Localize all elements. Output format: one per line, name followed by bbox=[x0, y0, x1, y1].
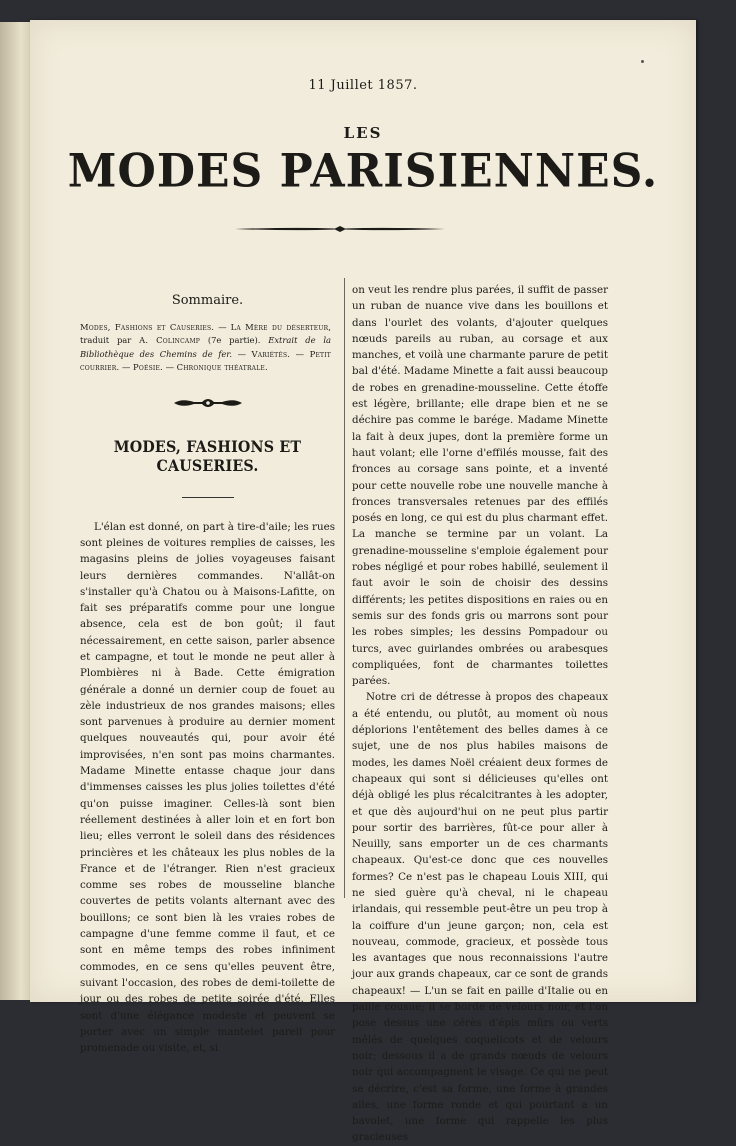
section-ornament bbox=[172, 397, 244, 409]
sommaire-separator: — bbox=[232, 348, 252, 359]
sommaire-source: Extrait de la Bibliothèque des Chemins de fer. bbox=[80, 335, 332, 359]
sommaire-entry: Petit courrier. bbox=[80, 348, 331, 373]
paper-speck bbox=[641, 60, 644, 63]
sommaire-text: , traduit par bbox=[80, 322, 331, 346]
paragraph: on veut les rendre plus parées, il suffit de passer un ruban de nuance vive dans les bouillons et dans l'ourlet des volants, d'ajouter quelques nœuds pareils au ruban, au corsage et aux manches, et voilà une charmante parure de petit bal d'été. Madame Minette a fait aussi beaucoup de robes en grenadine-mousseline. Cette étoffe est légère, brillante; elle drape bien et ne se déchire pas comme le barége. Madame Minette la fait à deux jupes, dont la première forme un haut volant; elle l'orne d'effilés mousse, fait des fronces au corsage sans pointe, et a inventé pour cette nouvelle robe une nouvelle manche à fronces transversales retenues par des effilés posés en long, ce qui est du plus charmant effet. La manche se termine par un volant. La grenadine-mousseline s'emploie également pour robes négligé et pour robes habillé, seulement il faut avoir le soin de choisir des dessins différents; les petites dispositions en raies ou en semis sur des fonds gris ou marrons sont pour les robes simples; les dessins Pompadour ou turcs, avec guirlandes ombrées ou arabesques compliquées, font de charmantes toilettes parées. bbox=[352, 284, 608, 688]
sommaire-text: (7e partie). bbox=[200, 335, 269, 346]
newspaper-page bbox=[30, 20, 696, 1144]
sommaire-contents bbox=[80, 321, 331, 375]
sommaire-entry: Poésie. bbox=[133, 362, 163, 373]
section-rule bbox=[182, 497, 234, 498]
sommaire-entry: La Mère du déserteur bbox=[230, 322, 329, 332]
sommaire-separator: — bbox=[119, 362, 134, 373]
paragraph: L'élan est donné, on part à tire-d'aile; les rues sont pleines de voitures remplies de caisses, les magasins pleins de jolies voyageuses faisant leurs dernières commandes. N'allât-on s'installer qu'à Chatou ou à Maisons-Lafitte, on fait ses préparatifs comme pour une longue absence, cela est de bon goût; il faut nécessairement, en cette saison, parler absence et campagne, et tout le monde ne peut aller à Plombières ni à Bade. Cette émigration générale a donné un dernier coup de fouet au zèle industrieux de nos grandes maisons; elles sont parvenues à produire au dernier moment quelques nouveautés qui, pour avoir été improvisées, n'en sont pas moins charmantes. Madame Minette entasse chaque jour dans d'immenses caisses les plus jolies toilettes d'été qu'on puisse imaginer. Celles-là sont bien réellement destinées à aller loin et en fort bon lieu; elles verront le soleil dans des résidences princières et les châteaux les plus nobles de la France et de l'étranger. Rien n'est gracieux comme ses robes de mousseline blanche couvertes de petits volants alternant avec des bouillons; ce sont bien là les vraies robes de campagne d'une femme comme il faut, et ce sont en même temps des robes infiniment commodes, en ce sens qu'elles peuvent être, suivant l'occasion, des robes de demi-toilette de jour ou des robes de petite soirée d'été. Elles sont d'une élégance modeste et peuvent se porter avec un simple mantelet pareil pour promenade ou visite, et, si bbox=[80, 520, 335, 1055]
column-divider bbox=[344, 278, 345, 898]
section-title: MODES, FASHIONS ET CAUSERIES. bbox=[113, 436, 302, 475]
sommaire-heading: Sommaire. bbox=[171, 293, 244, 308]
adjacent-page-edge bbox=[0, 22, 31, 1000]
sommaire-separator: — bbox=[290, 348, 310, 359]
sommaire-author: A. Colincamp bbox=[139, 335, 201, 346]
sommaire-entry: Variétés. bbox=[251, 348, 291, 359]
title-ornament-rule bbox=[235, 223, 445, 235]
right-column bbox=[352, 282, 608, 1146]
sommaire-entry: Chronique théatrale. bbox=[176, 362, 268, 373]
left-column bbox=[80, 285, 335, 1056]
title-article: LES bbox=[343, 124, 383, 142]
issue-date: 11 Juillet 1857. bbox=[308, 78, 418, 93]
sommaire-separator: — bbox=[214, 322, 231, 332]
paragraph: Notre cri de détresse à propos des chapeaux a été entendu, ou plutôt, au moment où nous déplorions l'entêtement des belles dames à ce sujet, une de nos plus habiles maisons de modes, les dames Noël créaient deux formes de chapeaux qui sont si délicieuses qu'elles ont déjà obligé les plus récalcitrantes à les adopter, et que dès aujourd'hui on ne peut plus partir pour sortir des barrières, fût-ce pour aller à Neuilly, sans emporter un de ces charmants chapeaux. Qu'est-ce donc que ces nouvelles formes? Ce n'est pas le chapeau Louis XIII, qui ne sied guère qu'à cheval, ni le chapeau irlandais, qui ressemble peut-être un peu trop à la coiffure d'un jeune garçon; non, cela est nouveau, commode, gracieux, et possède tous les avantages que nous reconnaissions l'autre jour aux grands chapeaux, car ce sont de grands chapeaux! — L'un se fait en paille d'Italie ou en paille cousue; il se borde de velours noir, et l'on pose dessus une cérès d'épis mûrs ou verts mêlés de quelques coquelicots et de velours noir; dessous il a de grands nœuds de velours noir qui accompagnent le visage. Ce qui ne peut se décrire, c'est sa forme, une forme à grandes ailes, une forme ronde et qui pourtant a un bavolet, une forme qui rappelle les plus gracieuses bbox=[352, 691, 608, 1144]
article-body-left bbox=[80, 519, 335, 1057]
sommaire-separator: — bbox=[162, 362, 177, 373]
masthead-title: MODES PARISIENNES. bbox=[67, 144, 659, 199]
sommaire-entry: Modes, Fashions et Causeries. bbox=[80, 322, 215, 332]
